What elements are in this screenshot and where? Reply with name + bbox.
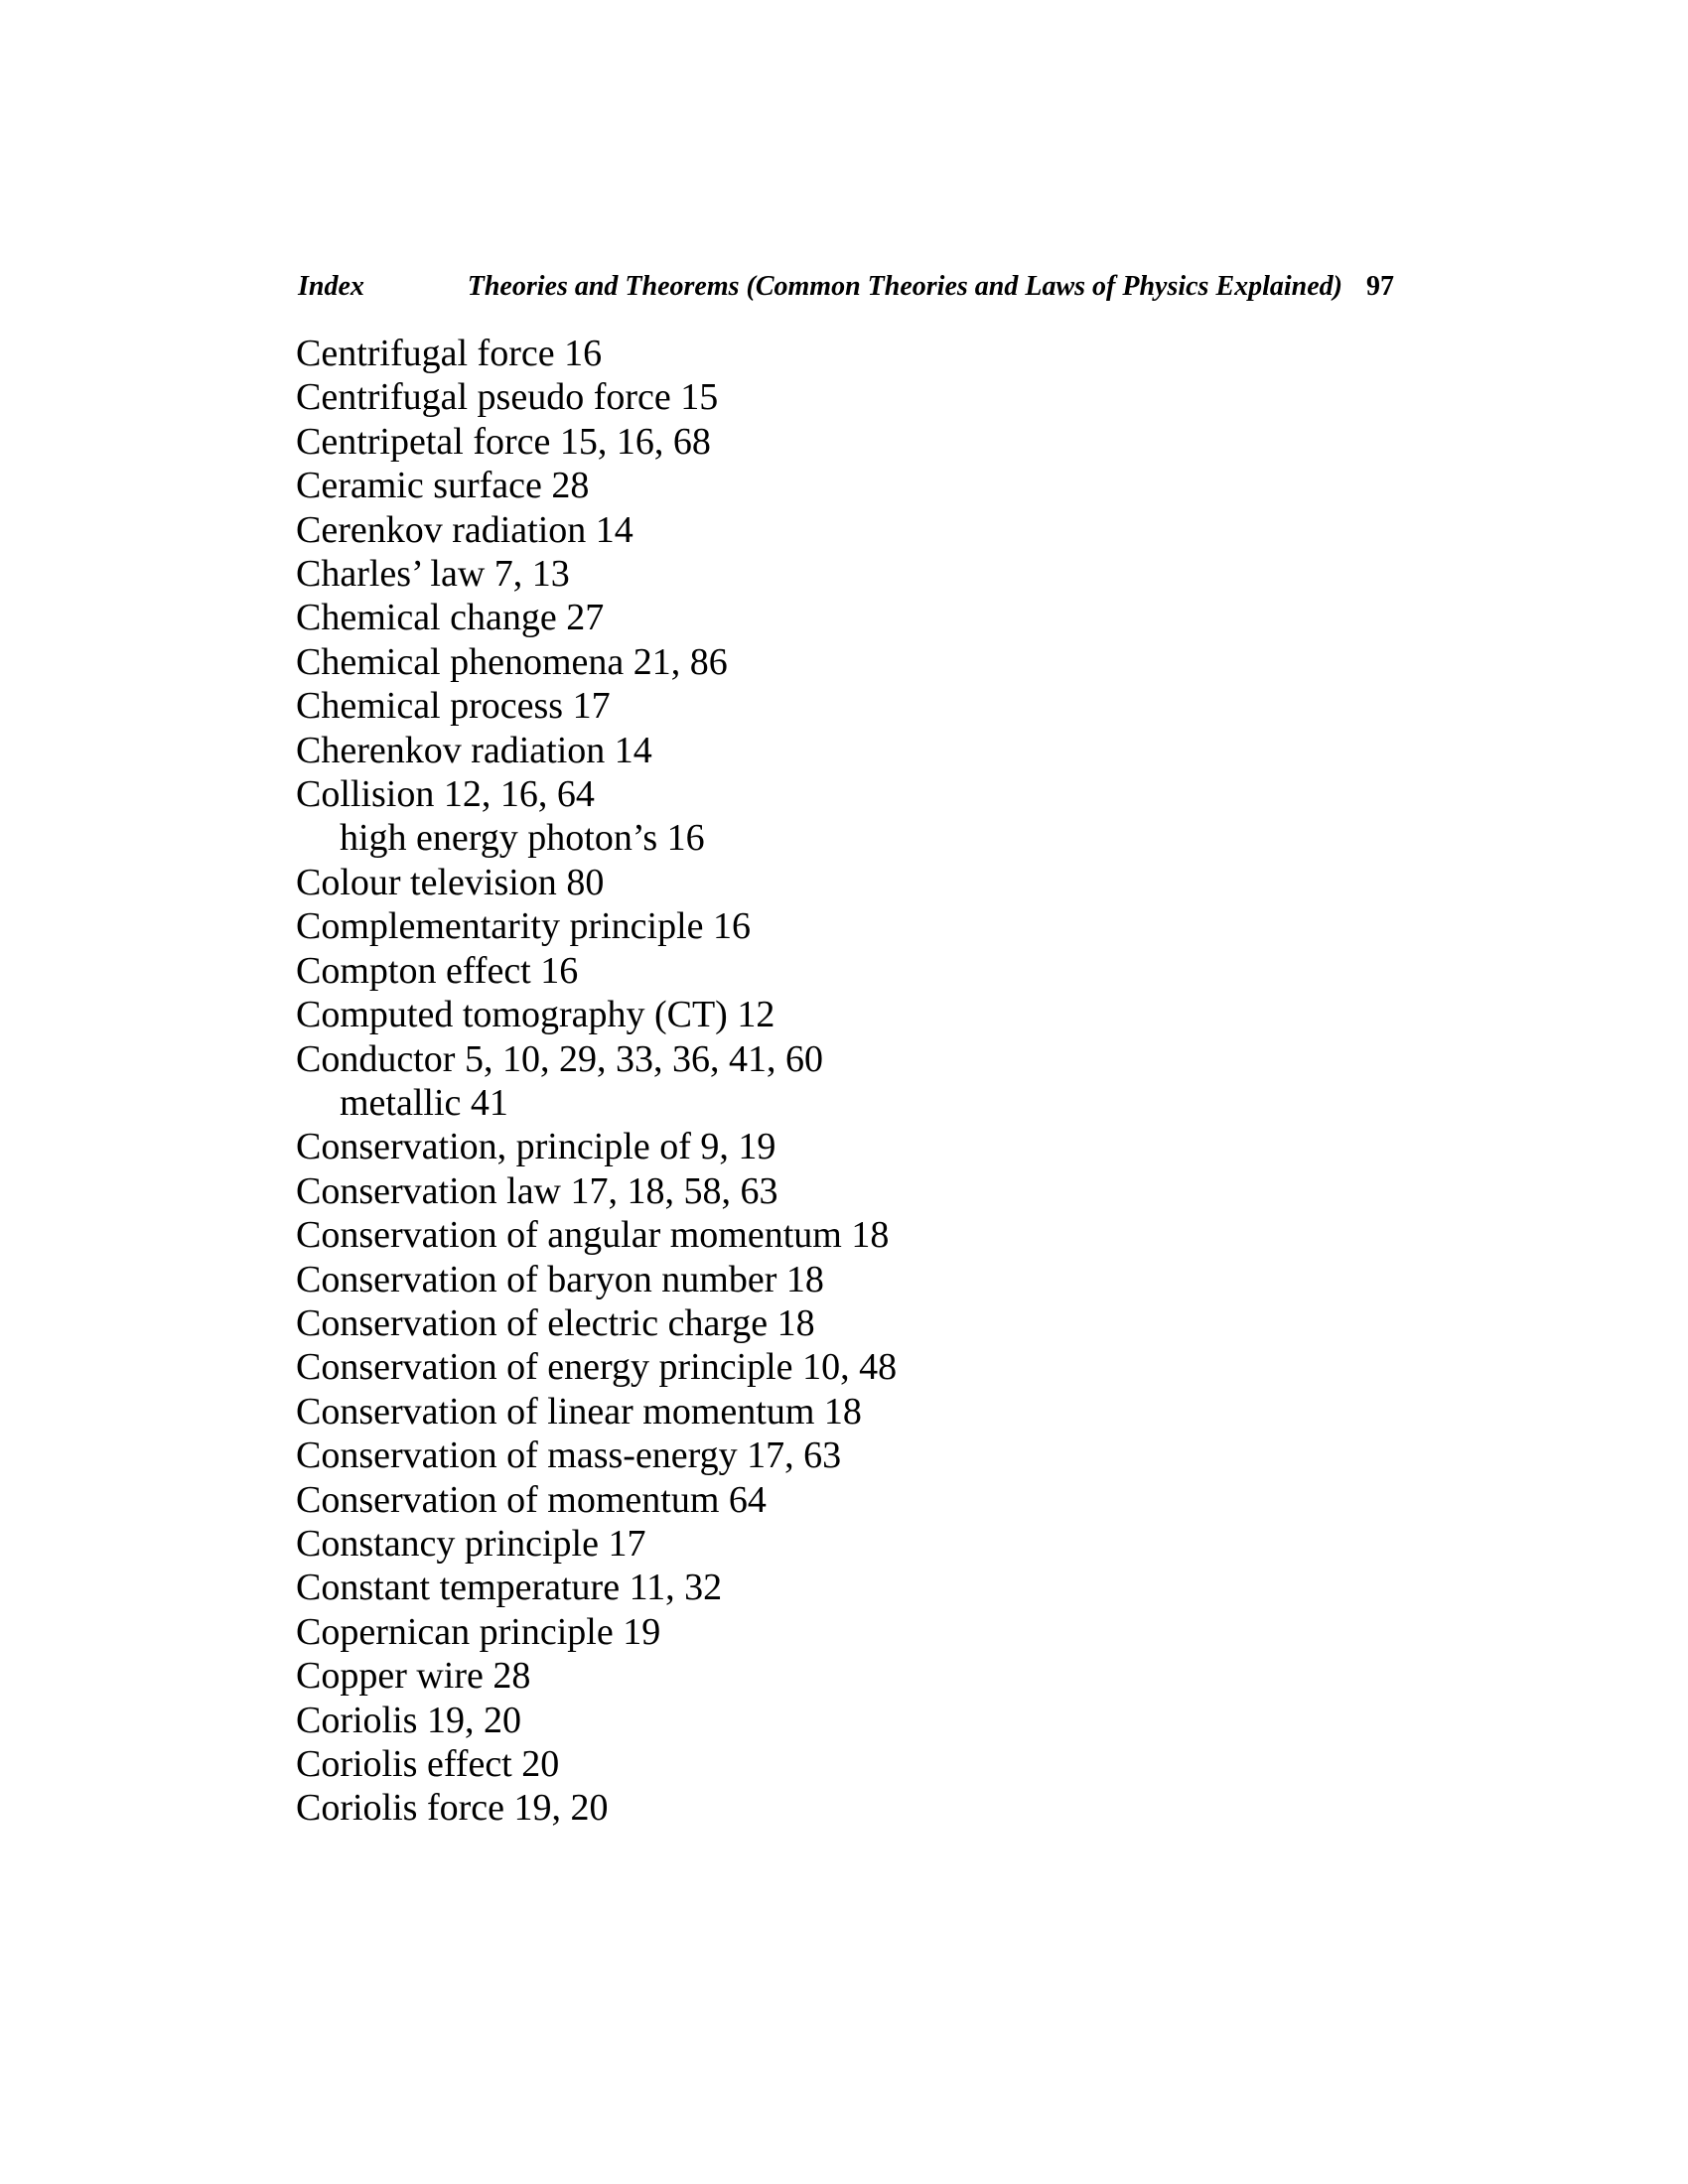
index-entry — [296, 464, 1487, 507]
entry-page-numbers: 19, 20 — [417, 1699, 521, 1741]
entry-term: Conservation, principle of — [296, 1126, 691, 1168]
index-entry — [296, 508, 1487, 552]
index-entry — [296, 1566, 1487, 1609]
entry-term: Conservation of energy principle — [296, 1346, 793, 1389]
index-entry — [296, 861, 1487, 904]
entry-page-numbers: 15, 16, 68 — [550, 420, 711, 463]
index-entry — [296, 375, 1487, 419]
entry-term: Colour television — [296, 861, 557, 903]
header-page-number: 97 — [1366, 271, 1394, 302]
index-entry — [296, 1345, 1487, 1389]
entry-term: Coriolis effect — [296, 1743, 512, 1785]
entry-page-numbers: 9, 19 — [690, 1126, 776, 1168]
entry-term: Constant temperature — [296, 1567, 621, 1609]
entry-term: Computed tomography (CT) — [296, 994, 728, 1036]
entry-page-numbers: 27 — [556, 597, 605, 639]
index-entry — [296, 420, 1487, 464]
entry-term: Complementarity principle — [296, 905, 704, 948]
entry-term: Ceramic surface — [296, 465, 542, 507]
entry-term: Collision — [296, 773, 435, 816]
index-entry — [296, 332, 1487, 375]
entry-page-numbers: 64 — [719, 1478, 767, 1521]
entry-page-numbers: 19 — [613, 1610, 661, 1653]
entry-page-numbers: 7, 13 — [485, 553, 570, 596]
entry-page-numbers: 14 — [605, 729, 652, 771]
entry-term: Conservation of linear momentum — [296, 1390, 815, 1433]
index-entry — [296, 1037, 1487, 1081]
entry-term: Conductor — [296, 1037, 456, 1080]
entry-term: metallic — [340, 1081, 462, 1124]
entry-term: Conservation of momentum — [296, 1478, 720, 1521]
entry-page-numbers: 16 — [657, 817, 705, 860]
entry-term: Copper wire — [296, 1655, 484, 1698]
entry-term: Centrifugal pseudo force — [296, 376, 671, 419]
entry-page-numbers: 20 — [511, 1743, 560, 1785]
entry-term: Centripetal force — [296, 420, 551, 463]
entry-page-numbers: 10, 48 — [792, 1346, 898, 1389]
index-entry — [296, 1699, 1487, 1742]
index-entry — [296, 904, 1487, 948]
entry-page-numbers: 12 — [727, 994, 775, 1036]
index-entry — [296, 1786, 1487, 1830]
index-entry — [296, 552, 1487, 596]
index-entry — [296, 1301, 1487, 1345]
index-entry — [296, 1213, 1487, 1257]
entry-page-numbers: 28 — [483, 1655, 531, 1698]
entry-page-numbers: 28 — [541, 465, 590, 507]
index-entry — [296, 1258, 1487, 1301]
entry-term: Constancy principle — [296, 1522, 599, 1565]
index-entry — [296, 1742, 1487, 1786]
entry-page-numbers: 18 — [776, 1258, 824, 1300]
entry-term: Conservation of angular momentum — [296, 1214, 842, 1257]
entry-page-numbers: 16 — [554, 333, 603, 374]
entry-page-numbers: 16 — [703, 905, 752, 948]
entry-term: Conservation law — [296, 1169, 562, 1212]
entry-term: Chemical phenomena — [296, 640, 625, 683]
entry-term: Copernican principle — [296, 1610, 614, 1653]
header-book-title: Theories and Theorems (Common Theories and Laws of Physics Explained) — [467, 271, 1342, 302]
index-entry — [296, 1522, 1487, 1566]
index-entry — [296, 1433, 1487, 1477]
entry-page-numbers: 15 — [670, 376, 719, 419]
entry-term: Coriolis — [296, 1699, 418, 1741]
entry-page-numbers: 5, 10, 29, 33, 36, 41, 60 — [455, 1037, 823, 1080]
index-entry — [296, 596, 1487, 639]
entry-page-numbers: 11, 32 — [620, 1567, 723, 1609]
index-entry — [296, 729, 1487, 772]
entry-term: Coriolis force — [296, 1787, 505, 1830]
entry-page-numbers: 18 — [814, 1390, 862, 1433]
entry-term: Centrifugal force — [296, 333, 555, 374]
entry-term: high energy photon’s — [340, 817, 658, 860]
entry-page-numbers: 21, 86 — [624, 640, 728, 683]
index-entry — [296, 1390, 1487, 1433]
entry-term: Chemical process — [296, 685, 564, 728]
running-header — [298, 270, 1394, 304]
entry-page-numbers: 17 — [563, 685, 611, 728]
entry-term: Cherenkov radiation — [296, 729, 606, 771]
entry-page-numbers: 18 — [841, 1214, 890, 1257]
entry-page-numbers: 12, 16, 64 — [434, 773, 595, 816]
index-subentry — [296, 1081, 1487, 1125]
entry-page-numbers: 18 — [768, 1301, 815, 1344]
index-subentry — [296, 816, 1487, 860]
index-entry — [296, 684, 1487, 728]
entry-page-numbers: 19, 20 — [504, 1787, 609, 1830]
entry-page-numbers: 17, 18, 58, 63 — [561, 1169, 778, 1212]
index-entry — [296, 949, 1487, 993]
entry-page-numbers: 16 — [530, 949, 579, 992]
entry-term: Cerenkov radiation — [296, 508, 587, 551]
index-entry — [296, 1169, 1487, 1213]
index-list — [296, 332, 1487, 1831]
entry-term: Charles’ law — [296, 553, 486, 596]
entry-page-numbers: 17, 63 — [737, 1434, 842, 1477]
index-entry — [296, 1610, 1487, 1654]
index-entry — [296, 772, 1487, 816]
entry-term: Conservation of mass-energy — [296, 1434, 738, 1477]
index-entry — [296, 993, 1487, 1036]
header-title-group — [468, 270, 1394, 304]
entry-page-numbers: 80 — [556, 861, 605, 903]
index-entry — [296, 640, 1487, 684]
entry-page-numbers: 41 — [461, 1081, 508, 1124]
index-entry — [296, 1654, 1487, 1698]
header-section-title: Index — [298, 271, 364, 302]
entry-term: Chemical change — [296, 597, 557, 639]
index-entry — [296, 1125, 1487, 1168]
entry-term: Conservation of baryon number — [296, 1258, 777, 1300]
entry-term: Conservation of electric charge — [296, 1301, 769, 1344]
entry-term: Compton effect — [296, 949, 531, 992]
index-entry — [296, 1478, 1487, 1522]
entry-page-numbers: 14 — [586, 508, 633, 551]
entry-page-numbers: 17 — [598, 1522, 646, 1565]
